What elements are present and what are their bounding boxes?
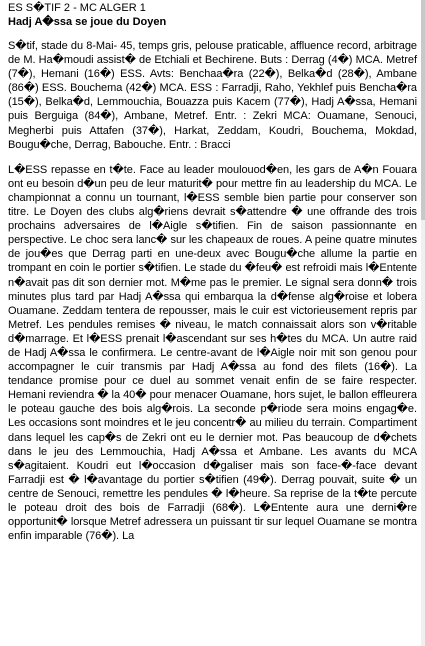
- scrollbar-thumb[interactable]: [421, 0, 425, 220]
- article: [8, 2, 417, 543]
- vertical-scrollbar[interactable]: [421, 0, 425, 646]
- match-report-paragraph: L�ESS repasse en t�te. Face au leader moulouod�en, les gars de A�n Fouara ont eu besoin d�un peu de leur maturit� pour mettre fin au leadership du MCA. Le championnat a connu un tournant, l�ESS semble bien partie pour conserver son titre. Le Doyen des clubs alg�riens devrait s�attendre � une offrande des trois prochains adversaires de l�Aigle s�tifien. Fin de saison passionnante en perspective. Le choc sera lanc� sur les chapeaux de roues. A peine quatre minutes de jou�es que Derrag parti en une-deux avec Bougu�che allume la partie en trompant en coin le portier s�tifien. Le stade du �feu� est refroidi mais l�Entente n�avait pas dit son dernier mot. M�me pas le premier. Le signal sera donn� trois minutes plus tard par Hadj A�ssa qui embarqua la d�fense alg�roise et lobera Ouamane. Zeddam tentera de repousser, mais le cuir est victorieusement repris par Metref. Les pendules remises � niveau, le match connaissait alors son v�ritable d�marrage. Et l�ESS prenait l�ascendant sur ses h�tes du MCA. Un autre raid de Hadj A�ssa le confirmera. Le centre-avant de l�Aigle noir mit son genou pour accompagner le cuir transmis par Hadj A�ssa au fond des filets (16�). La tendance promise pour ce duel au sommet venait enfin de se faire respecter. Hemani reviendra � la 40� pour menacer Ouamane, hors sujet, le ballon effleurera le poteau gauche des bois alg�rois. La seconde p�riode sera moins engag�e. Les occasions sont moindres et le jeu concentr� au milieu du terrain. Compartiment dans lequel les cap�s de Zekri ont eu le dernier mot. Pas beaucoup de d�chets dans le jeu des Lemmouchia, Hadj A�ssa et Ambane. Les avants du MCA s�agitaient. Koudri eut l�occasion d�galiser mais son face-�-face devant Farradji est � l�avantage du portier s�tifien (49�). Derrag pouvait, suite � un centre de Senouci, remettre les pendules � l�heure. Sa reprise de la t�te percute le poteau droit des bois de Farradji (68�). L�Entente aura une derni�re opportunit� lorsque Metref adressera un puissant tir sur lequel Ouamane se montra enfin imparable (76�). La: [8, 163, 417, 543]
- article-kicker: ES S�TIF 2 - MC ALGER 1: [8, 2, 146, 14]
- match-lineup-paragraph: S�tif, stade du 8-Mai- 45, temps gris, pelouse praticable, affluence record, arbitrage de M. Ha�moudi assist� de Etchiali et Bechirene. Buts : Derrag (4�) MCA. Metref (7�), Hemani (16�) ESS. Avts: Benchaa�ra (22�), Belka�d (28�), Ambane (86�) ESS. Bouchema (42�) MCA. ESS : Farradji, Raho, Yekhlef puis Bencha�ra (15�), Belka�d, Lemmouchia, Bouazza puis Kacem (77�), Hadj A�ssa, Hemani puis Berguiga (84�), Ambane, Metref. Entr. : Zekri MCA: Ouamane, Senouci, Megherbi puis Attafen (37�), Harkat, Zeddam, Koudri, Bouchema, Mokdad, Bougu�che, Derrag, Babouche. Entr. : Bracci: [8, 40, 417, 151]
- article-headline: Hadj A�ssa se joue du Doyen: [8, 16, 167, 28]
